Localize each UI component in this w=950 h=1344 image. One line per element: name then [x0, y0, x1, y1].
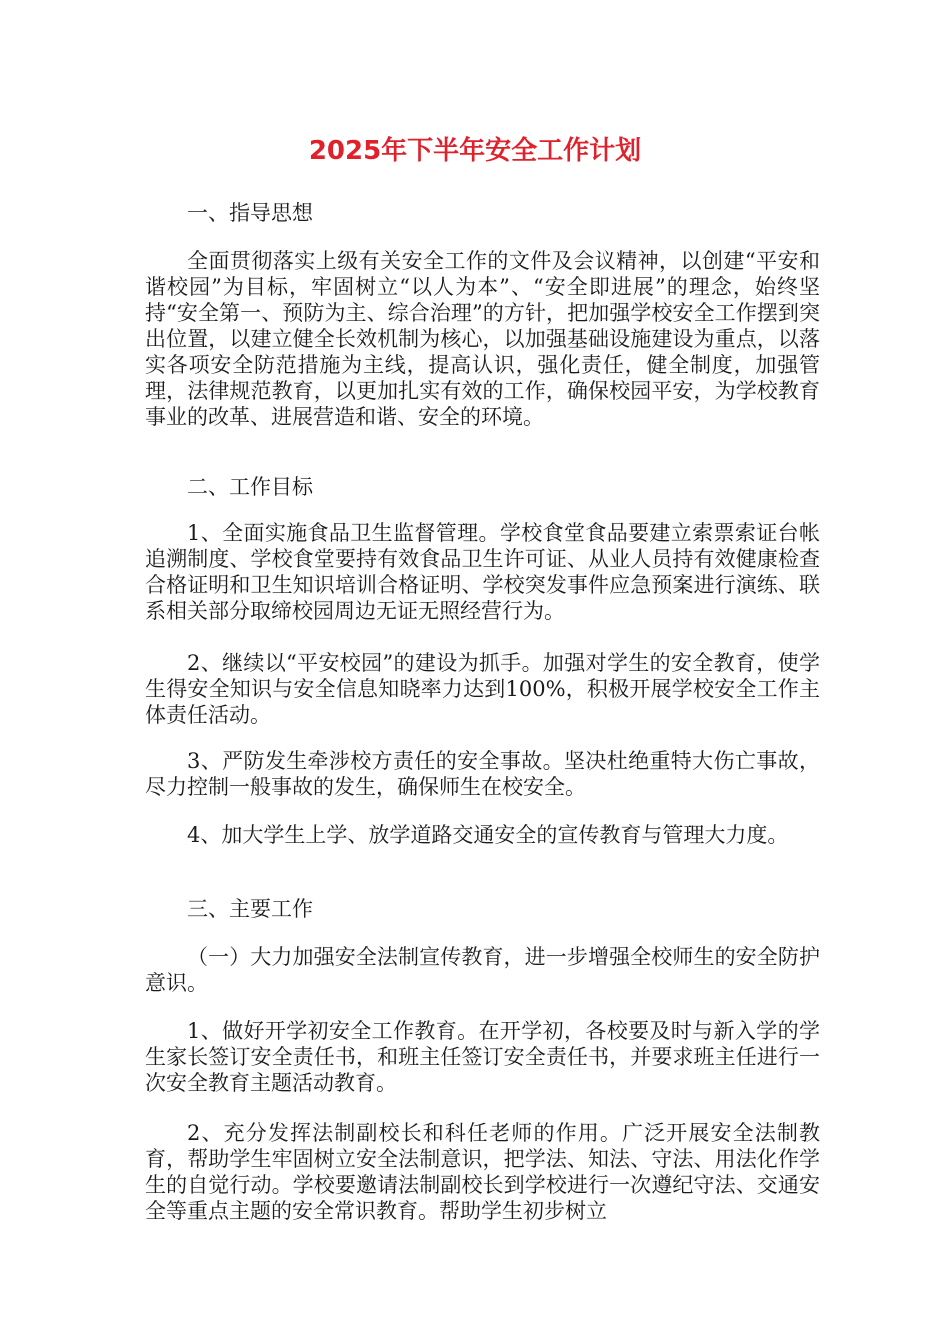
main-work-item-1: 1、做好开学初安全工作教育。在开学初，各校要及时与新入学的学生家长签订安全责任书，和班主任签订安全责任书，并要求班主任进行一次安全教育主题活动教育。	[145, 1019, 820, 1095]
main-work-item-2: 2、充分发挥法制副校长和科任老师的作用。广泛开展安全法制教育，帮助学生牢固树立安全法制意识，把学法、知法、守法、用法化作学生的自觉行动。学校要邀请法制副校长到学校进行一次遵纪守法、交通安全等重点主题的安全常识教育。帮助学生初步树立	[145, 1121, 820, 1223]
subsection-heading-1: （一）大力加强安全法制宣传教育，进一步增强全校师生的安全防护意识。	[145, 945, 820, 995]
section-heading-guiding-ideology: 一、指导思想	[187, 201, 313, 225]
goal-item-3: 3、严防发生牵涉校方责任的安全事故。坚决杜绝重特大伤亡事故，尽力控制一般事故的发生，确保师生在校安全。	[145, 749, 820, 799]
paragraph-guiding-ideology: 全面贯彻落实上级有关安全工作的文件及会议精神，以创建“平安和谐校园”为目标，牢固树立“以人为本”、“安全即进展”的理念，始终坚持“安全第一、预防为主、综合治理”的方针，把加强学校安全工作摆到突出位置，以建立健全长效机制为核心，以加强基础设施建设为重点，以落实各项安全防范措施为主线，提高认识，强化责任，健全制度，加强管理，法律规范教育，以更加扎实有效的工作，确保校园平安，为学校教育事业的改革、进展营造和谐、安全的环境。	[145, 249, 820, 429]
section-heading-work-goals: 二、工作目标	[187, 475, 313, 499]
section-heading-main-work: 三、主要工作	[187, 897, 313, 921]
goal-item-2: 2、继续以“平安校园”的建设为抓手。加强对学生的安全教育，使学生得安全知识与安全信息知晓率力达到100%，积极开展学校安全工作主体责任活动。	[145, 651, 820, 727]
document-title: 2025年下半年安全工作计划	[308, 136, 642, 166]
goal-item-1: 1、全面实施食品卫生监督管理。学校食堂食品要建立索票索证台帐追溯制度、学校食堂要持有效食品卫生许可证、从业人员持有效健康检查合格证明和卫生知识培训合格证明、学校突发事件应急预案进行演练、联系相关部分取缔校园周边无证无照经营行为。	[145, 521, 820, 623]
goal-item-4: 4、加大学生上学、放学道路交通安全的宣传教育与管理大力度。	[187, 823, 789, 847]
